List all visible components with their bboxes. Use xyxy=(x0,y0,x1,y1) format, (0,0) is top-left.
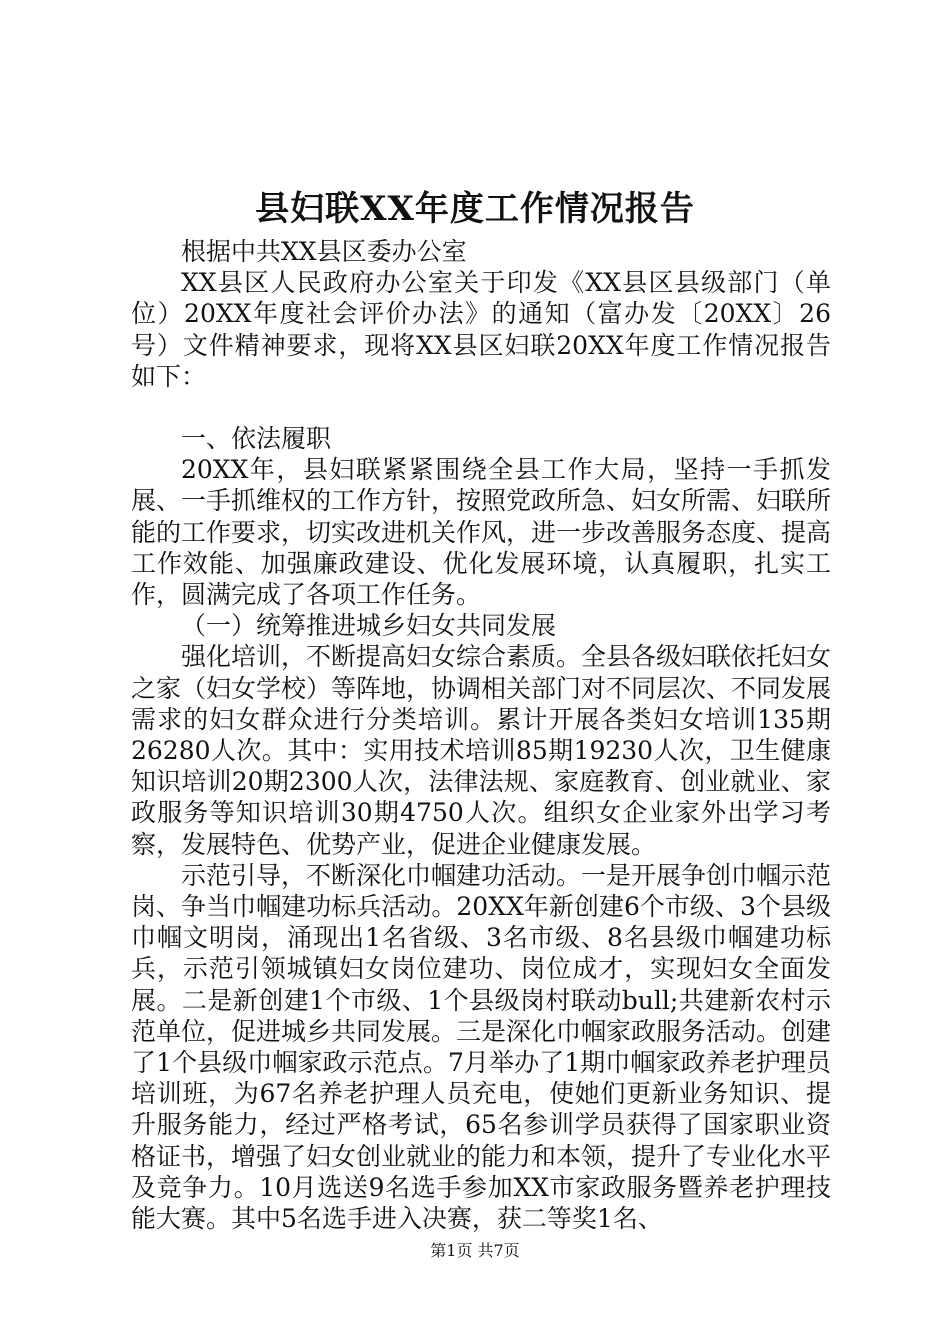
paragraph-overview: 20XX年，县妇联紧紧围绕全县工作大局，坚持一手抓发展、一手抓维权的工作方针，按照党政所急、妇女所需、妇联所能的工作要求，切实改进机关作风，进一步改善服务态度、提高工作效能、加强廉政建设、优化发展环境，认真履职，扎实工作，圆满完成了各项工作任务。 xyxy=(131,455,832,610)
page-footer: 第1页 共7页 xyxy=(430,1241,520,1260)
section-heading-1: 一、依法履职 xyxy=(181,424,332,454)
paragraph-basis: 根据中共XX县区委办公室 xyxy=(181,237,467,266)
paragraph-notice: XX县区人民政府办公室关于印发《XX县区县级部门（单位）20XX年度社会评价办法》的通知（富办发〔20XX〕26号）文件精神要求，现将XX县区妇联20XX年度工作情况报告如下： xyxy=(131,268,831,391)
paragraph-training: 强化培训，不断提高妇女综合素质。全县各级妇联依托妇女之家（妇女学校）等阵地，协调相关部门对不同层次、不同发展需求的妇女群众进行分类培训。累计开展各类妇女培训135期26280人次。其中：实用技术培训85期19230人次，卫生健康知识培训20期2300人次，法律法规、家庭教育、创业就业、家政服务等知识培训30期4750人次。组织女企业家外出学习考察，发展特色、优势产业，促进企业健康发展。 xyxy=(131,642,832,859)
document-title: 县妇联XX年度工作情况报告 xyxy=(255,189,695,229)
document-body xyxy=(131,236,831,1234)
paragraph-demonstration: 示范引导，不断深化巾帼建功活动。一是开展争创巾帼示范岗、争当巾帼建功标兵活动。20XX年新创建6个市级、3个县级巾帼文明岗，涌现出1名省级、3名市级、8名县级巾帼建功标兵，示范引领城镇妇女岗位建功、岗位成才，实现妇女全面发展。二是新创建1个市级、1个县级岗村联动bull;共建新农村示范单位，促进城乡共同发展。三是深化巾帼家政服务活动。创建了1个县级巾帼家政示范点。7月举办了1期巾帼家政养老护理员培训班，为67名养老护理人员充电，使她们更新业务知识、提升服务能力，经过严格考试，65名参训学员获得了国家职业资格证书，增强了妇女创业就业的能力和本领，提升了专业化水平及竞争力。10月选送9名选手参加XX市家政服务暨养老护理技能大赛。其中5名选手进入决赛，获二等奖1名、 xyxy=(131,860,832,1234)
subsection-heading-1: （一）统筹推进城乡妇女共同发展 xyxy=(181,611,557,641)
